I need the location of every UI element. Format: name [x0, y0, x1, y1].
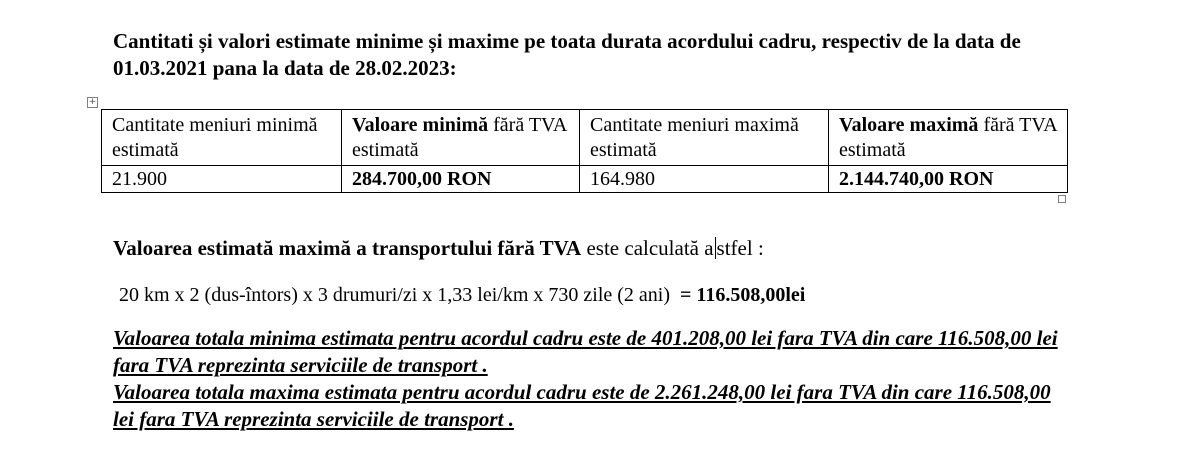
total-maximum-paragraph: Valoarea totala maxima estimata pentru acordul cadru este de 2.261.248,00 lei fara TVA din care 116.508,00 lei fara TVA reprezinta serviciile de transport .: [113, 380, 1051, 431]
header-bold-text: Valoare minimă: [352, 114, 489, 136]
header-cell-min-value[interactable]: [342, 110, 580, 166]
transport-text-end: stfel :: [716, 236, 764, 260]
formula-paragraph: [119, 282, 805, 309]
header-text: Cantitate meniuri maximă estimată: [590, 114, 799, 161]
header-cell-min-quantity[interactable]: [102, 110, 342, 166]
transport-paragraph: [113, 235, 764, 262]
formula-text: 20 km x 2 (dus-întors) x 3 drumuri/zi x 1,33 lei/km x 730 zile (2 ani): [119, 284, 671, 306]
header-text: fără TVA estimată: [352, 114, 567, 161]
total-minimum-paragraph: Valoarea totala minima estimata pentru acordul cadru este de 401.208,00 lei fara TVA din care 116.508,00 lei fara TVA reprezinta serviciile de transport .: [113, 326, 1058, 377]
transport-text: este calculată a: [581, 236, 714, 260]
cell-max-quantity[interactable]: 164.980: [580, 166, 829, 193]
cell-min-value[interactable]: 284.700,00 RON: [342, 166, 580, 193]
table-resize-handle[interactable]: [1058, 195, 1066, 203]
header-bold-text: Valoare maximă: [839, 114, 979, 136]
header-cell-max-quantity[interactable]: [580, 110, 829, 166]
header-cell-max-value[interactable]: [829, 110, 1068, 166]
estimates-table: [101, 109, 1068, 193]
transport-bold-text: Valoarea estimată maximă a transportului fără TVA: [113, 236, 582, 260]
document-heading: Cantitati și valori estimate minime și maxime pe toata durata acordului cadru, respectiv de la data de 01.03.2021 pana la data de 28.02.2023:: [113, 29, 1021, 80]
cell-min-quantity[interactable]: 21.900: [102, 166, 342, 193]
table-row: [102, 166, 1068, 193]
header-text: Cantitate meniuri minimă estimată: [112, 114, 318, 161]
formula-result: = 116.508,00lei: [680, 284, 806, 306]
text-cursor: [715, 237, 716, 259]
header-text: fără TVA estimată: [839, 114, 1057, 161]
cell-max-value[interactable]: 2.144.740,00 RON: [829, 166, 1068, 193]
table-move-handle-icon[interactable]: +: [88, 97, 97, 107]
table-header-row: [102, 110, 1068, 166]
